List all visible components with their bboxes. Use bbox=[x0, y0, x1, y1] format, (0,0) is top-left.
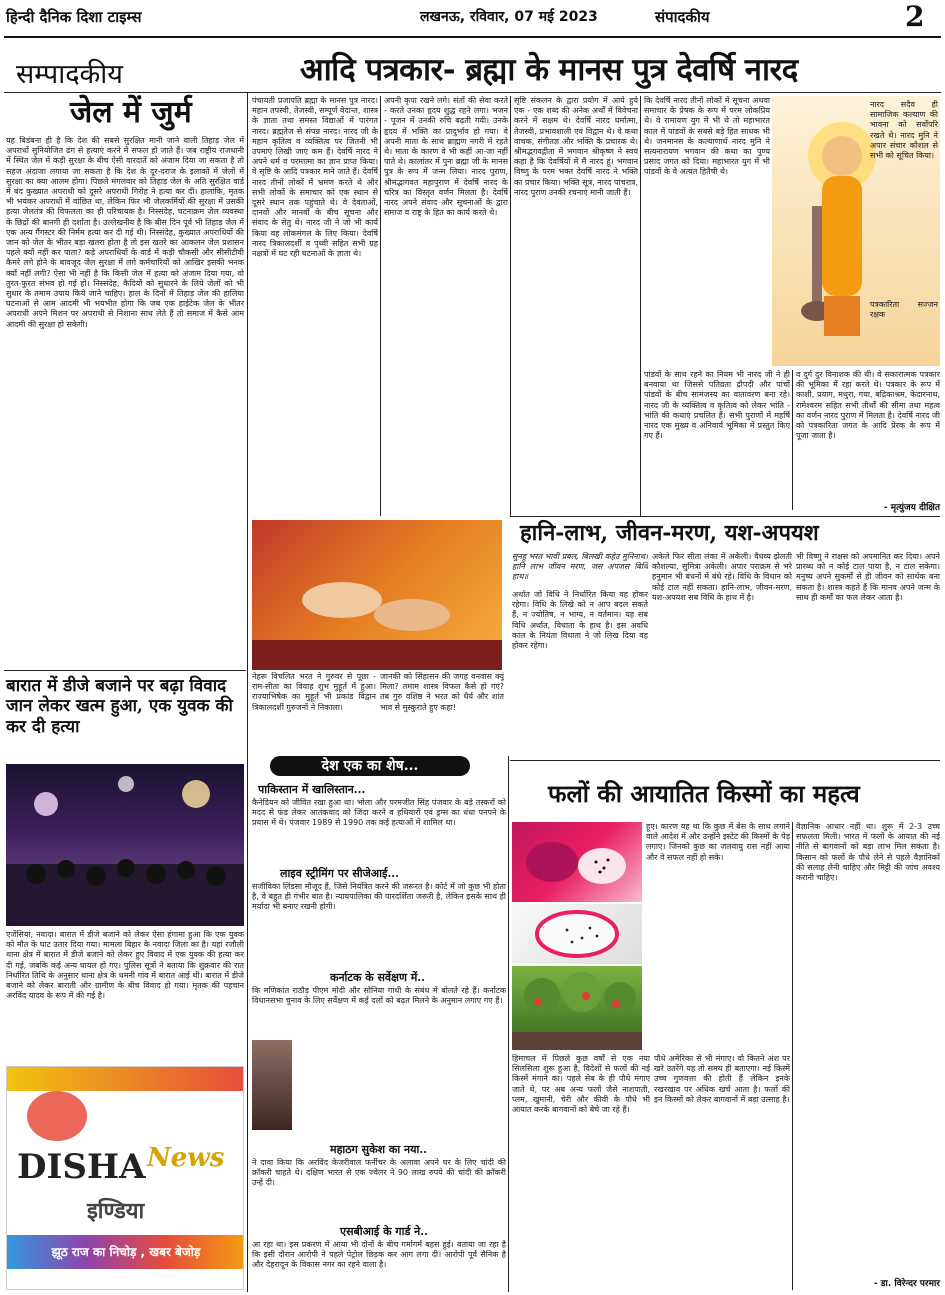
brief-body-4: ने दावा किया कि अरविंद केजरीवाल फर्नीचर के अलावा अपने घर के लिए चांदी की क्रॉकरी चाहते थे। दक्षिण भारत से एक ज्वेलर ने 90 लाख रुपये की चांदी की क्रॉकरी उन्हें दी। bbox=[252, 1158, 506, 1188]
story-rule bbox=[510, 760, 940, 761]
section-title: सम्पादकीय bbox=[16, 59, 123, 90]
editorial-headline: जेल में जुर्म bbox=[70, 95, 192, 130]
wedding-body: एजेंसियां, नवादा। बारात में डीजे बजाने को लेकर ऐसा हंगामा हुआ कि एक युवक को मौत के घाट उतार दिया गया। मामला बिहार के नवादा जिला का है। यहां रजौली थाना क्षेत्र में बारात में डीजे बजाने को लेकर हुए विवाद में एक युवक की हत्या कर दी गई, जबकि कई अन्य घायल हो गए। पुलिस सूत्रों ने बताया कि शुक्रवार की रात निर्धारित तिथि के अनुसार थाना क्षेत्र के धमनी गांव में बारात आई थी। बारात में डीजे बजाने को लेकर बाराती और ग्रामीण के बीच विवाद हो गया। मृतक की पहचान अरविंद यादव के रूप में की गई है। bbox=[6, 930, 244, 1001]
column-divider bbox=[792, 370, 793, 510]
column-divider bbox=[640, 96, 641, 516]
fruits-body-1: हूए। कारण यह था कि कुछ में बेस के साथ लगाने वाले आदेश में और उन्होंने इस्टेट की किस्मों के पेड़ लगाए। जिनको कुछ का जलवायु रास नहीं आया और वे सफल नहीं हो सके। bbox=[646, 822, 790, 862]
brief-title-3: कर्नाटक के सर्वेक्षण में.. bbox=[330, 971, 425, 984]
narad-body-bottom-1: पांडवों के साथ रहने का नियम भी नारद जी ने ही बनवाया था जिससे पतिव्रता द्रौपदी और पांचों पांडवों के बीच सामंजस्य का वातावरण बना रहे। नारद जी के व्यक्तित्व व कृतित्व को लेकर भांति - भांति की कथाएं प्रचलित हैं। सभी पुराणों में महर्षि नारद एक मुख्य व अनिवार्य भूमिका में प्रस्तुत किए गए हैं। bbox=[644, 370, 790, 441]
illustration-caption-2: पत्रकारिता सज्जन रक्षक bbox=[870, 300, 938, 320]
brief-title-2: लाइव स्ट्रीमिंग पर सीजेआई... bbox=[280, 867, 399, 880]
fruits-body-2: हिमाचल में पिछले कुछ वर्षों से एक नया सिलसिला शुरू हुआ है, विदेशों से फलों की नई किस्में मंगाने का। पहले सेब के ही पौधे मंगाए जाते थे, पर अब अन्य फलों जैसे नाशपाती, प्लम, खुमानी, चेरी और कीवी के पौधे भी आयात करके बागवानों को बेचे जा रहे हैं। bbox=[512, 1054, 650, 1115]
portrait-photo bbox=[252, 1040, 292, 1130]
fruits-body-3: पौधे अमेरिका से भी मंगाए। वो कितने अंश पर खरे उतरेंगे यह तो समय ही बताएगा। नई किस्में उच्च गुणवत्ता की होती हैं लेकिन इनके रखरखाव पर अधिक खर्च आता है। फलों की इन किस्मों को लेकर बागवानों में बड़ा उत्साह है। bbox=[654, 1054, 790, 1104]
brief-body-5: आ रहा था। इस प्रकरण में आया भी दोनों के बीच गर्मागर्म बहस हुई। बताया जा रहा है कि इसी दौरान आरोपी ने पहले पेट्रोल छिड़क कर आग लगा दी। आरोपी पूर्व सैनिक है और देहरादून के विकास नगर का रहने वाला है। bbox=[252, 1240, 506, 1270]
dateline: लखनऊ, रविवार, 07 मई 2023 bbox=[420, 9, 598, 25]
logo-text-disha: DISHA bbox=[17, 1147, 146, 1187]
logo-text-india: इण्डिया bbox=[87, 1199, 145, 1224]
dragon-fruit-photo bbox=[512, 822, 642, 902]
brief-title-5: एसबीआई के गार्ड ने.. bbox=[340, 1225, 428, 1238]
narad-body-col2: अपनी कृपा रखने लगे। संतों की सेवा करते - करते उनका हृदय शुद्ध रहने लगा। भजन - पूजन में उनकी रुचि बढ़ती गयी। उनके हृदय में भक्ति का प्रादुर्भाव हो गया। वे अपनी माता के साथ ब्राह्मण नगरी में रहते थे। माता के कारण वे भी कहीं आ-जा नहीं पाते थे। कालांतर में पुनः ब्रह्मा जी के मानस पुत्र के रूप में जन्म लिया। नारद पुराण, श्रीमद्भागवत महापुराण में देवर्षि नारद के चरित्र का विस्तृत वर्णन मिलता है। देवर्षि नारद अपने संवाद और सूचनाओं के द्वारा समाज व राष्ट्र के हित का कार्य करते थे। bbox=[384, 96, 508, 218]
brief-title-1: पाकिस्तान में खालिस्तान... bbox=[258, 783, 366, 796]
narad-body-bottom-2: व दुर्ग दुर विनाशक की थी। वे सकारात्मक पत्रकार की भूमिका में रहा करते थे। पत्रकार के रूप में काशी, प्रयाग, मथुरा, गया, बद्रिकाश्रम, केदारनाथ, रामेश्वरम सहित सभी तीर्थों की सीमा तथा महत्व का वर्णन नारद पुराण में मिलता है। देवर्षि नारद जी को पत्रकारिता जगत के आदि प्रेरक के रूप में पूजा जाता है। bbox=[796, 370, 940, 441]
fruits-signature: - डा. विरेन्दर परमार bbox=[873, 1279, 940, 1289]
column-divider bbox=[508, 756, 509, 1292]
hani-labh-body-3: भी विष्णु ने राक्षस को अपमानित कर दिया। अपने प्रारब्ध को न कोई टाल पाया है, न टाल सकेगा। मनुष्य अपने सुकर्मों से ही जीवन को सार्थक बना सकता है। शास्त्र कहते हैं कि मानव अपने जन्म के साथ ही कर्मों का फल लेकर आता है। bbox=[796, 552, 940, 602]
editorial-body: यह बिडंबना ही है कि देश की सबसे सुरक्षित मानी जाने वाली तिहाड़ जेल में अपराधों सुनियोजित ढंग से हत्याएं करने में सफल हो जाते हैं। जब राष्ट्रीय राजधानी में स्थित जेल में कड़ी सुरक्षा के बीच ऐसी वारदातें को अंजाम दिया जा सकता है तो सहज अंदाजा लगाया जा सकता है कि देश के दूर-दराज के इलाकों में जेलों में सुरक्षा का क्या आलम होगा। पिछले मंगलवार को तिहाड़ जेल के अति सुरक्षित वार्ड में बंद कुख्यात अपराधी को दूसरे अपराधी गिरोह ने हत्या कर दी। हालांकि, मृतक भी भयंकर अपराधों में वांछित था, लेकिन फिर भी जेलकर्मियों की सुरक्षा में उसकी हत्या जेलतंत्र की विफलता का ही परिचायक है। निस्संदेह, घटनाक्रम जेल व्यवस्था के छिद्रों की बानगी ही दर्शाता है। उल्लेखनीय है कि बीस दिन पूर्व भी तिहाड़ जेल में एक अन्य गैंगस्टर की निर्मम हत्या कर दी गई थी। निस्संदेह, कुख्यात अपराधियों की जान को जेल के भीतर बड़ा खतरा होता है तो इस खतरे का आकलन जेल प्रशासन पहले क्यों नहीं कर पाता? कड़े अपराधियों के वार्ड में कड़ी चौकसी और सीसीटीवी कैमरे लगे होने के बावजूद जेल सुरक्षा में लगे कर्मचारियों को आखिर इसकी भनक क्यों नहीं लगी? ऐसा भी नहीं है कि किसी जेल में हत्या को अंजाम दिया गया, वो तुरत-फुरत संभव हो गई हो। निस्संदेह, कैदियों को सुधारने के लिये जेलों को भी सुधार के तमाम उपाय किये जाने चाहिए। हाल के दिनों में तिहाड़ जेल की हालिया घटनाओं से आम आदमी भी भयभीत होगा कि जब एक हाईटेक जेल के भीतर अपराधी अपने मिशन पर अपराधी से निशाना साध लेते हैं तो समाज में कैसे आम आदमी की सुरक्षा हो सकेगी। bbox=[6, 136, 244, 329]
story-rule bbox=[510, 516, 940, 517]
fruit-slice-photo bbox=[512, 904, 642, 964]
logo-tagline: झूठ राज का निचोड़ , खबर बेजोड़ bbox=[7, 1235, 244, 1269]
column-divider bbox=[247, 92, 248, 1292]
narad-body-col3: सृष्टि संकलन के द्वारा प्रयोग में आये हुये एक - एक शब्द की अनेक अर्थों में विवेचना करने में सक्षम थे। देवर्षि नारद धर्मात्मा, तेजस्वी, प्रभावशाली एवं विद्वान थे। वे कथा वाचक, संगीतज्ञ और भक्ति के प्रचारक थे। श्रीमद्भगवद्गीता में भगवान श्रीकृष्ण ने स्वयं कहा है कि देवर्षियों में मैं नारद हूं। भगवान विष्णु के परम भक्त देवर्षि नारद ने भक्ति का प्रचार किया। भक्ति सूत्र, नारद पांचरात्र, नारद पुराण उनकी रचनाएं मानी जाती हैं। bbox=[514, 96, 638, 197]
hani-labh-intro: सुनहु भरत भावी प्रबल, बिलखी कहेउ मुनिनाथ। हानि लाभ जीवन मरण, जस अपजस बिधि हाथ॥ bbox=[512, 552, 648, 582]
fruits-headline: फलों की आयातित किस्मों का महत्व bbox=[548, 779, 860, 808]
brief-title-4: महाठग सुकेश का नया.. bbox=[330, 1143, 427, 1156]
column-divider bbox=[510, 96, 511, 516]
photo-caption: नेहरू विचलित भरत ने गुरुवर से पूछा - राम-सीता का विवाह शुभ मुहूर्त में हुआ। राज्याभिषेक का मुहूर्त भी प्रकांड विद्वान त्रिकालदर्शी गुरुजनों ने निकाला। bbox=[252, 672, 376, 712]
brief-body-2: सजीविका लिंडसा मौजूद हैं, जिसे नियंत्रित करने की जरूरत है। कोर्ट में जो कुछ भी होता है, वे बहुत ही गंभीर बात है। न्यायपालिका की पारदर्शिता जरूरी है, लेकिन इसके साथ ही मर्यादा भी बनाए रखनी होगी। bbox=[252, 882, 506, 912]
hani-labh-body-1: अर्थात जो विधि ने निर्धारित किया वह होकर रहेगा। विधि के लिखे को न आप बदल सकते हैं, न ज्योतिष, न भाग्य, न वर्तमान। यह सब विधि अर्थात, विधाता के हाथ है। इस अवधि काल के नियंता विधाता ने जो लिख दिया वह होकर रहेगा। bbox=[512, 590, 648, 651]
story-rule bbox=[4, 670, 246, 671]
illustration-caption: नारद सदैव ही सामाजिक कल्याण की भावना को सर्वोपरि रखते थे। नारद मुनि ने अपार संचार कौशल से सभी को सूचित किया। bbox=[870, 100, 938, 161]
brief-body-3: कि मणिकांत राठौड़ पीएम मोदी और सोनिया गांधी के संबंध में बोलते रहे हैं। कर्नाटक विधानसभा चुनाव के लिए सर्वेक्षण में कई दलों को बढ़त मिलने के अनुमान लगाए गए हैं। bbox=[252, 986, 506, 1006]
section-label: संपादकीय bbox=[655, 8, 710, 26]
briefs-banner: देश एक का शेष... bbox=[270, 756, 470, 776]
wedding-headline: बारात में डीजे बजाने पर बढ़ा विवाद जान लेकर खत्म हुआ, एक युवक की कर दी हत्या bbox=[6, 676, 233, 737]
column-divider bbox=[792, 822, 793, 1290]
hani-labh-headline: हानि-लाभ, जीवन-मरण, यश-अपयश bbox=[520, 520, 819, 546]
page-number: 2 bbox=[905, 0, 925, 33]
orchard-photo bbox=[512, 966, 642, 1050]
column-divider bbox=[380, 96, 381, 516]
logo-text-news: News bbox=[147, 1143, 225, 1173]
narad-signature: - मृत्युंजय दीक्षित bbox=[883, 503, 940, 513]
photo-caption-2: जानकी को सिंहासन की जगह वनवास क्यूं मिला? तमाम शास्त्र विफल कैसे हो गए? तब गुरु वशिष्ठ ने भरत को धैर्य और शांत भाव से मुस्कुराते हुए कहा! bbox=[380, 672, 504, 712]
narad-body-col1: पंचायती प्रजापति ब्रह्मा के मानस पुत्र नारद। महान तपस्वी, तेजस्वी, सम्पूर्ण वेदान्त, शास्त्र के ज्ञाता तथा समस्त विद्याओं में पारंगत नारद। ब्रह्मतेज से संपन्न नारद। नारद जी के महान कृतित्व व व्यक्तित्व पर जितनी भी उपमाएं लिखी जाएं कम हैं। देवर्षि नारद ने अपने धर्म व परमात्मा का ज्ञान प्राप्त किया। वे सृष्टि के आदि पत्रकार माने जाते हैं। देवर्षि नारद तीनों लोकों में भ्रमण करते थे और सभी लोकों के समाचार को एक स्थान से दूसरे स्थान तक पहुंचाते थे। वे देवताओं, दानवों और मानवों के बीच सूचना और संवाद के सेतु थे। नारद जी ने जो भी कार्य किया वह लोकमंगल के लिए किया। देवर्षि नारद त्रिकालदर्शी व पृथ्वी सहित सभी ग्रह नक्षत्रों में घट रही घटनाओं के ज्ञाता थे। bbox=[252, 96, 378, 259]
disha-logo bbox=[6, 1066, 244, 1290]
ceremony-photo bbox=[252, 520, 502, 670]
brief-body-1: कैनेडियन को जीवित रखा हुआ था। भोला और परमजीत सिंह पंजवार के बड़े तस्करों को मदद से फंड लेकर आतंकवाद को जिंदा करने व हथियारों एवं ड्रग्स का धंधा पनपने के प्रयास में थे। पंजवार 1989 से 1990 तक कई हत्याओं में शामिल था। bbox=[252, 798, 506, 828]
fruits-body-4: वैज्ञानिक आधार नहीं था। शुरू में 2-3 उच्च सफलता मिली। भारत में फलों के आयात की नई नीति से बागवानों को बड़ा लाभ मिल सकता है। किसान को फलों के पौधे लेने से पहले वैज्ञानिकों की सलाह लेनी चाहिए और मिट्टी की जांच अवश्य करानी चाहिए। bbox=[796, 822, 940, 883]
wedding-photo bbox=[6, 764, 244, 926]
header-rule bbox=[4, 92, 941, 93]
main-headline: आदि पत्रकार- ब्रह्मा के मानस पुत्र देवर्षि नारद bbox=[300, 52, 798, 88]
hani-labh-body-2: अकेले फिर सीता लंका में अकेली। वैधव्य झेलती कौशल्या, सुमित्रा अकेली। अपार पराक्रम से भरे हनुमान भी बंधनों में बंधे रहे। विधि के विधान को कोई टाल नहीं सकता। हानि-लाभ, जीवन-मरण, यश-अपयश सब विधि के हाथ में है। bbox=[652, 552, 792, 602]
paper-name: हिन्दी दैनिक दिशा टाइम्स bbox=[6, 8, 142, 26]
narad-body-col4: कि देवर्षि नारद तीनों लोकों में सूचना अथवा समाचार के प्रेषक के रूप में परम लोकप्रिय थे। वे रामायण युग में भी थे तो महाभारत काल में पांडवों के सबसे बड़े हित साधक भी थे। जनमानस के कल्याणार्थ नारद मुनि ने सत्यनारायण भगवान की कथा का पुण्य प्रसाद जगत को दिया। महाभारत युग में भी पांडवों के वे अत्यंत हितैषी थे। bbox=[644, 96, 770, 177]
